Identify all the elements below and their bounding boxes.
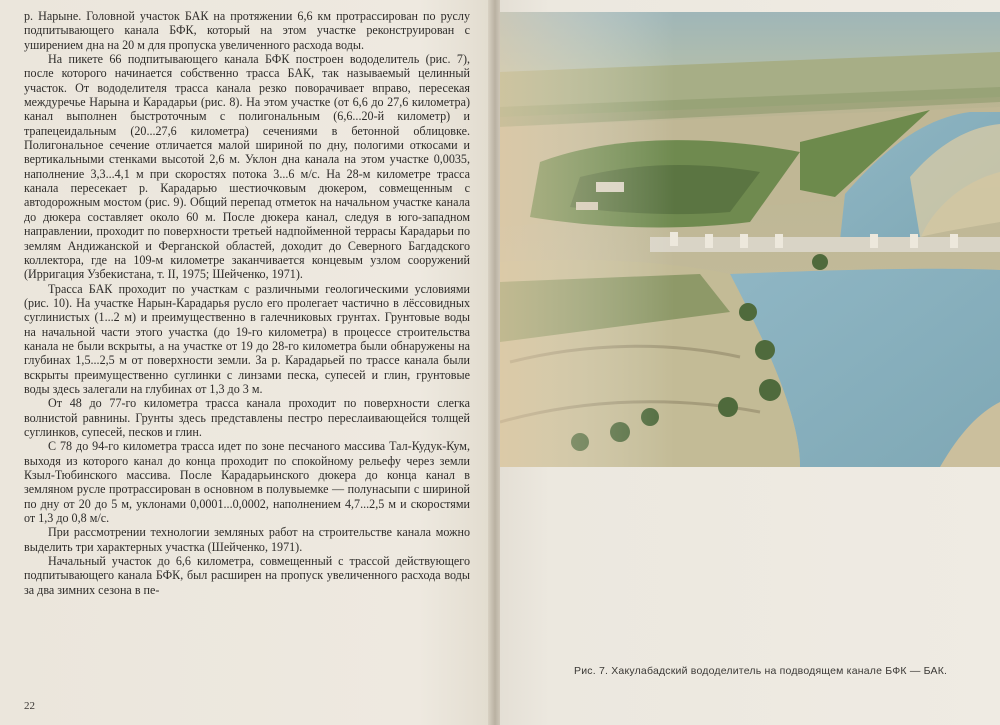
- photo-illustration: [500, 12, 1000, 467]
- paragraph-5: С 78 до 94-го километра трасса идет по зоне песчаного массива Тал-Кудук-Кум, выходя из которого канал до конца проходит по спокойному рельефу через земли Кзыл-Тюбинского массива. После Карадарьинского дюкера до конца канал в земляном русле протрассирован в основном в полувыемке — полунасыпи с шириной по дну от 20 до 5 м, уклонами 0,0001...0,0002, наполнением 4,7...2,5 м и скоростями от 1,3 до 0,8 м/с.: [24, 439, 470, 526]
- left-page: [0, 0, 492, 725]
- body-text: [24, 9, 470, 597]
- paragraph-3: Трасса БАК проходит по участкам с различными геологическими условиями (рис. 10). На участке Нарын-Карадарья русло его пролегает частично в лёссовидных суглинистых (1...2 м) и преимущественно в галечниковых грунтах. Грунтовые воды на начальной части этого участка (до 19-го километра) в процессе строительства канала не были вскрыты, а на участке от 19 до 28-го километра были обнаружены на глубинах 1,5...2,5 м от поверхности земли. За р. Карадарьей по трассе канала были вскрыты преимущественно суглинки с линзами песка, супесей и глин, грунтовые воды здесь залегали на глубинах от 1,3 до 3 м.: [24, 281, 470, 396]
- paragraph-6: При рассмотрении технологии земляных работ на строительстве канала можно выделить три характерных участка (Шейченко, 1971).: [24, 525, 470, 554]
- paragraph-7: Начальный участок до 6,6 километра, совмещенный с трассой действующего подпитывающего канала БФК, был расширен на пропуск увеличенного расхода воды за два зимних сезона в пе-: [24, 554, 470, 597]
- figure-caption: Рис. 7. Хакулабадский вододелитель на подводящем канале БФК — БАК.: [574, 665, 948, 677]
- right-page: [500, 0, 1000, 725]
- paragraph-1: р. Нарыне. Головной участок БАК на протяжении 6,6 км протрассирован по руслу подпитывающего канала БФК, который на этом участке реконструирован с уширением дна на 20 м для пропуска увеличенного расхода воды.: [24, 9, 470, 52]
- aerial-photo: [500, 12, 1000, 467]
- page-number: 22: [24, 700, 35, 712]
- paragraph-4: От 48 до 77-го километра трасса канала проходит по поверхности слегка волнистой равнины. Грунты здесь представлены пестро переслаивающейся толщей суглинков, супесей, песков и глин.: [24, 396, 470, 439]
- paragraph-2: На пикете 66 подпитывающего канала БФК построен вододелитель (рис. 7), после которого начинается собственно трасса БАК, так называемый целинный участок. От вододелителя трасса канала резко поворачивает вправо, пересекая междуречье Нарына и Карадарьи (рис. 8). На этом участке (от 6,6 до 27,6 километра) канал выполнен быстроточным с полигональным (6,6...20-й километр) и трапецеидальным (20...27,6 километра) сечениями в бетонной облицовке. Полигональное сечение отличается малой шириной по дну, пологими откосами и вертикальными стенками высотой 2,6 м. Уклон дна канала на этом участке 0,0035, наполнение 3,3...4,1 м при скоростях потока 3...6 м/с. На 28-м километре трасса канала пересекает р. Карадарью шестиочковым дюкером, совмещенным с автодорожным мостом (рис. 9). Общий перепад отметок на начальном участке канала до дюкера составляет около 60 м. После дюкера канал, следуя в юго-западном направлении, проходит по поверхности третьей надпойменной террасы Карадарьи по землям Андижанской и Ферганской областей, доходит до Северного Багдадского коллектора, где на 109-м километре заканчивается концевым узлом сооружений (Ирригация Узбекистана, т. II, 1975; Шейченко, 1971).: [24, 52, 470, 282]
